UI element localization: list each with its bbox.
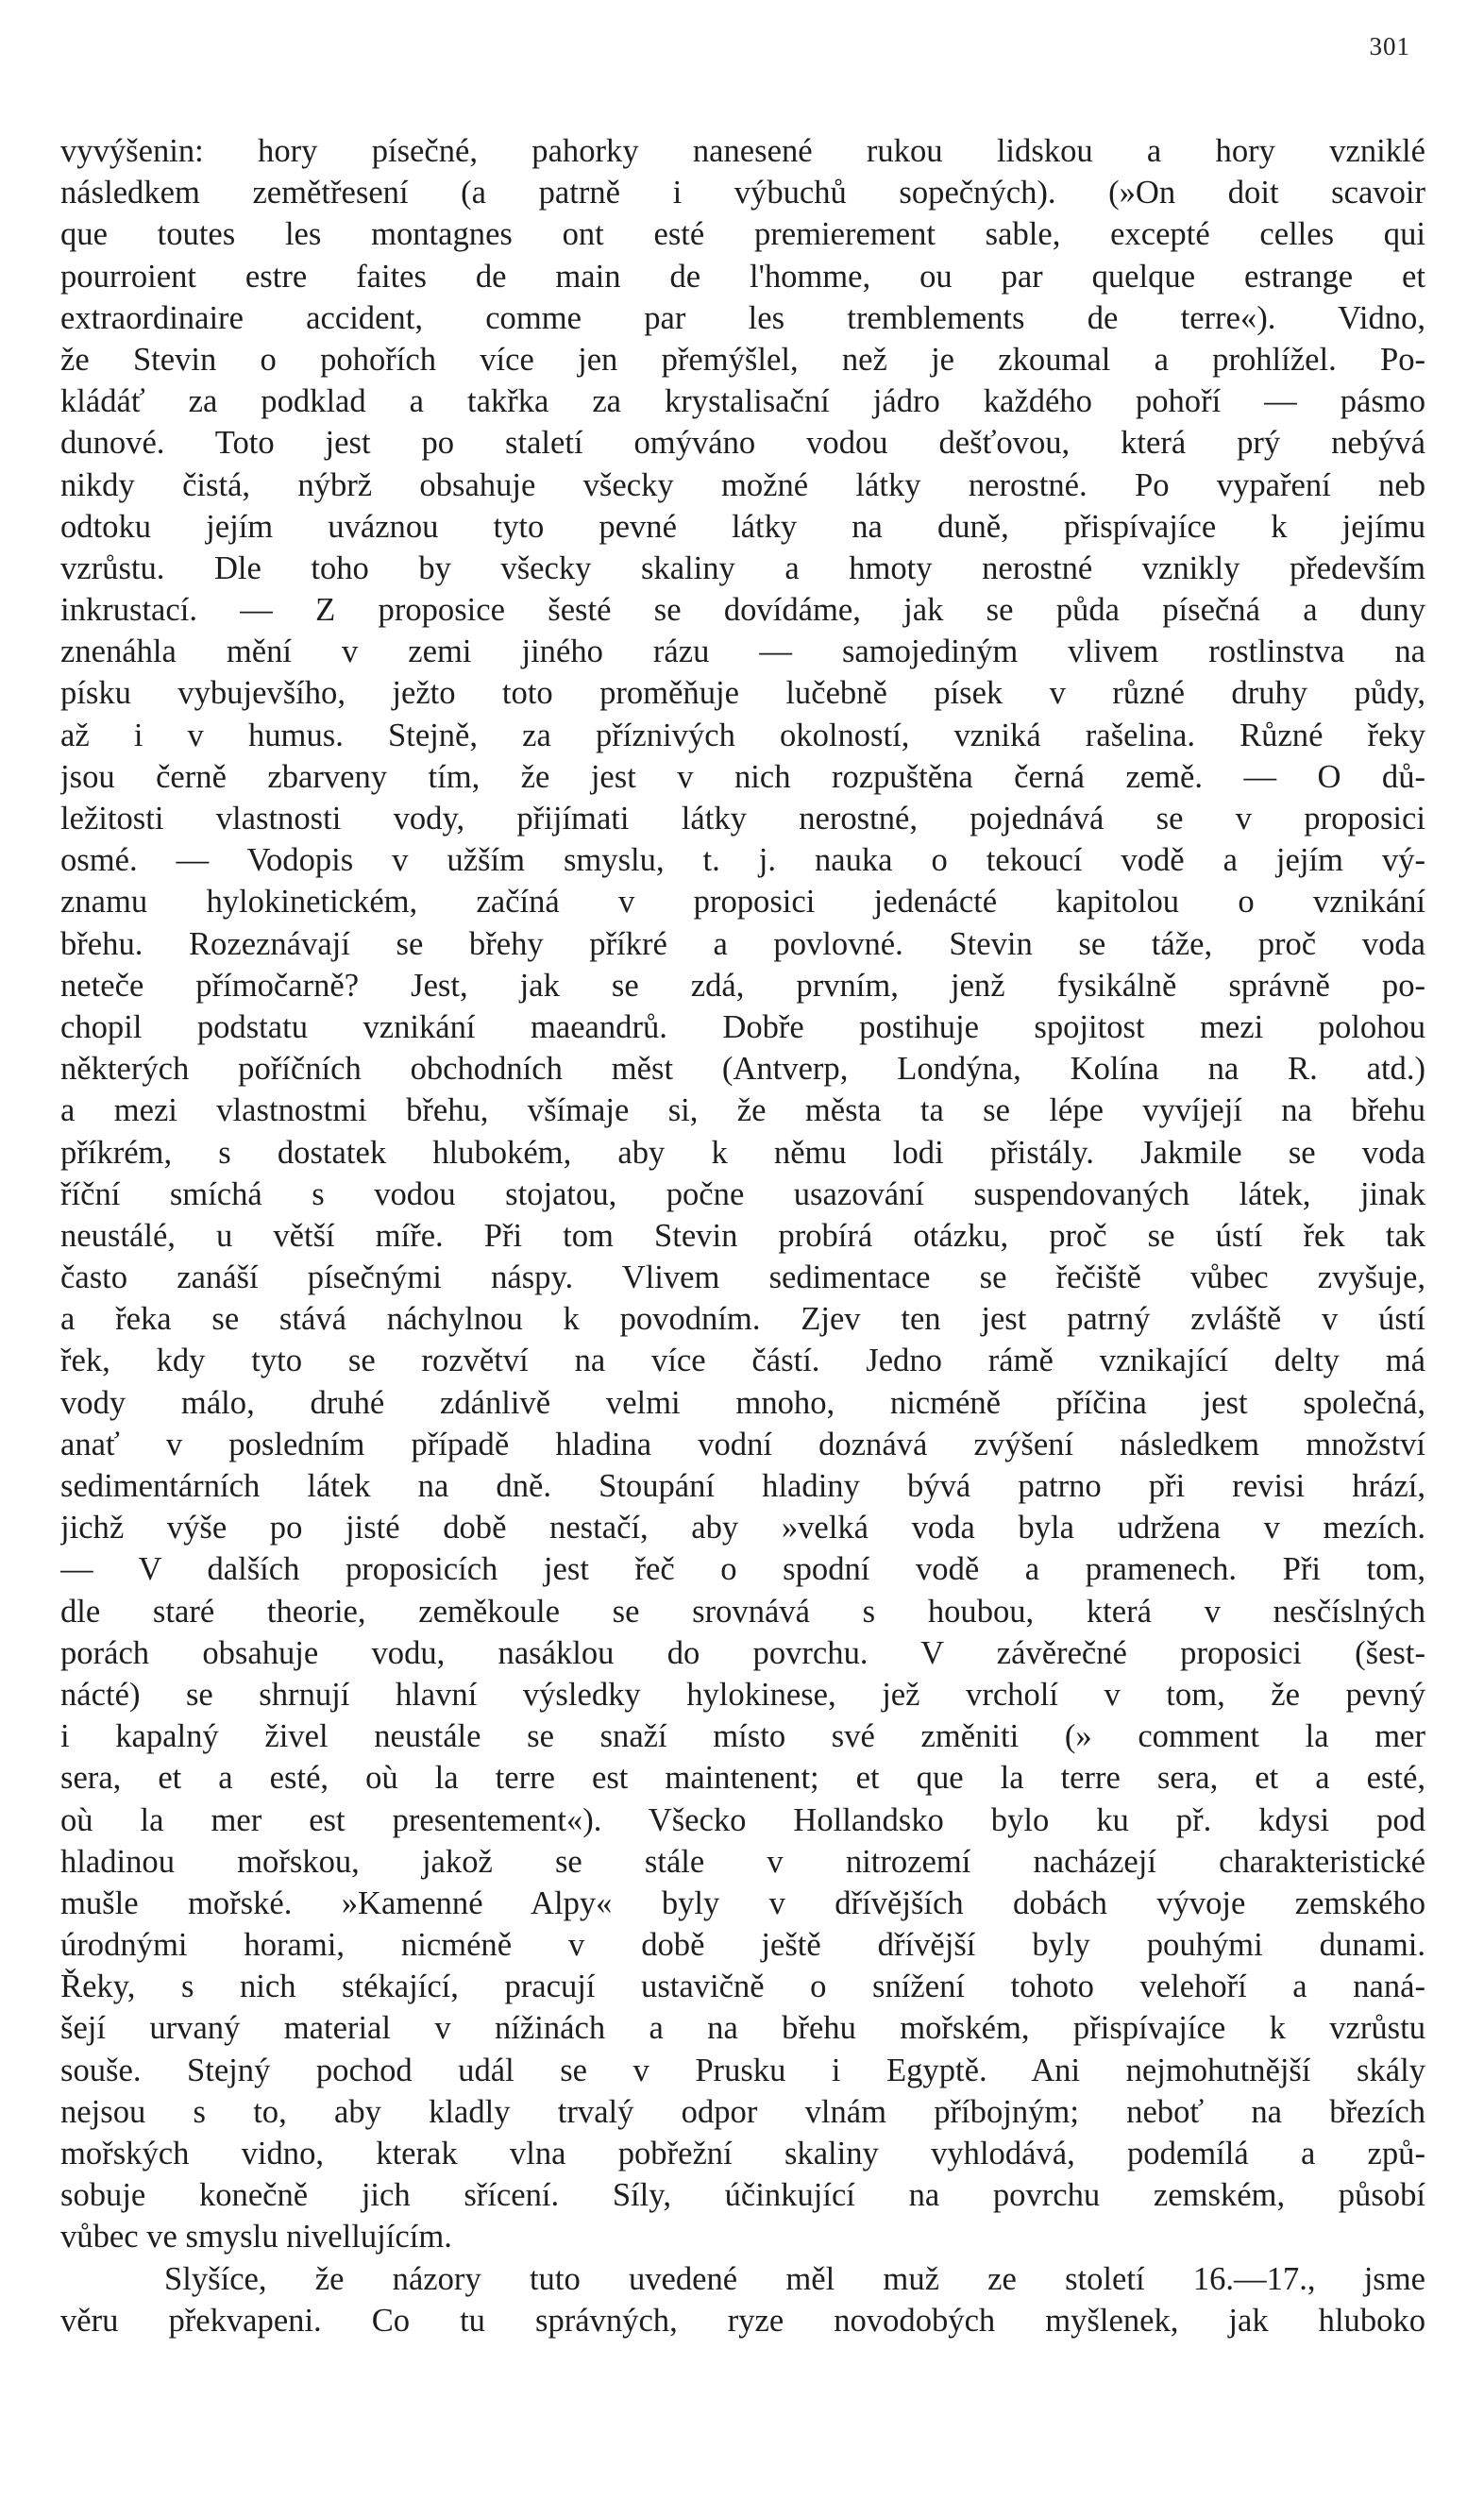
text-line: znamu hylokinetickém, začíná v proposici jedenácté kapitolou o vznikání — [60, 884, 1425, 921]
text-line: mušle mořské. »Kamenné Alpy« byly v dřívějších dobách vývoje zemského — [60, 1884, 1425, 1921]
text-line: inkrustací. — Z proposice šesté se dovídáme, jak se půda písečná a duny — [60, 592, 1425, 629]
text-line: Řeky, s nich stékající, pracují ustavičně o snížení tohoto velehoří a naná- — [60, 1969, 1425, 2005]
text-line: břehu. Rozeznávají se břehy příkré a povlovné. Stevin se táže, proč voda — [60, 925, 1425, 962]
text-line: dle staré theorie, zeměkoule se srovnává s houbou, která v nesčíslných — [60, 1593, 1425, 1630]
text-line: některých poříčních obchodních měst (Antverp, Londýna, Kolína na R. atd.) — [60, 1051, 1425, 1088]
text-line: anať v posledním případě hladina vodní doznává zvýšení následkem množství — [60, 1426, 1425, 1462]
text-line: vyvýšenin: hory písečné, pahorky nanesené rukou lidskou a hory vzniklé — [60, 133, 1425, 169]
text-line: řek, kdy tyto se rozvětví na více částí. Jedno rámě vznikající delty má — [60, 1343, 1425, 1379]
text-line: mořských vidno, kterak vlna pobřežní skaliny vyhlodává, podemílá a způ- — [60, 2136, 1425, 2171]
text-line: úrodnými horami, nicméně v době ještě dřívější byly pouhými dunami. — [60, 1927, 1425, 1964]
text-line: vzrůstu. Dle toho by všecky skaliny a hmoty nerostné vznikly především — [60, 549, 1425, 586]
text-line: hladinou mořskou, jakož se stále v nitrozemí nacházejí charakteristické — [60, 1843, 1425, 1880]
text-line: nácté) se shrnují hlavní výsledky hylokinese, jež vrcholí v tom, že pevný — [60, 1676, 1425, 1713]
text-line: šejí urvaný material v nížinách a na břehu mořském, přispívajíce k vzrůstu — [60, 2010, 1425, 2047]
text-line: porách obsahuje vodu, nasáklou do povrchu. V závěrečné proposici (šest- — [60, 1634, 1425, 1671]
text-line: sedimentárních látek na dně. Stoupání hladiny bývá patrno při revisi hrází, — [60, 1468, 1425, 1504]
text-line: kládáť za podklad a takřka za krystalisační jádro každého pohoří — pásmo — [60, 383, 1425, 420]
text-line: věru překvapeni. Co tu správných, ryze novodobých myšlenek, jak hluboko — [60, 2302, 1425, 2339]
text-line: neteče přímočarně? Jest, jak se zdá, prvním, jenž fysikálně správně po- — [60, 967, 1425, 1004]
text-line: říční smíchá s vodou stojatou, počne usazování suspendovaných látek, jinak — [60, 1175, 1425, 1212]
text-line: — V dalších proposicích jest řeč o spodní vodě a pramenech. Při tom, — [60, 1551, 1425, 1588]
text-line: Slyšíce, že názory tuto uvedené měl muž ze století 16.—17., jsme — [164, 2260, 1425, 2297]
text-line: příkrém, s dostatek hlubokém, aby k němu lodi přistály. Jakmile se voda — [60, 1134, 1425, 1171]
body-text — [60, 130, 1425, 2341]
text-line: neustálé, u větší míře. Při tom Stevin probírá otázku, proč se ústí řek tak — [60, 1217, 1425, 1254]
text-line: chopil podstatu vznikání maeandrů. Dobře postihuje spojitost mezi polohou — [60, 1008, 1425, 1045]
text-line: písku vybujevšího, ježto toto proměňuje lučebně písek v různé druhy půdy, — [60, 675, 1425, 712]
text-line: que toutes les montagnes ont esté premierement sable, excepté celles qui — [60, 216, 1425, 253]
text-line: vůbec ve smyslu nivellujícím. — [60, 2219, 452, 2256]
text-line: pourroient estre faites de main de l'homme, ou par quelque estrange et — [60, 258, 1425, 295]
text-line: ležitosti vlastnosti vody, přijímati látky nerostné, pojednává se v proposici — [60, 801, 1425, 836]
text-line: jichž výše po jisté době nestačí, aby »velká voda byla udržena v mezích. — [60, 1510, 1425, 1546]
text-line: vody málo, druhé zdánlivě velmi mnoho, nicméně příčina jest společná, — [60, 1384, 1425, 1421]
text-line: často zanáší písečnými náspy. Vlivem sedimentace se řečiště vůbec zvyšuje, — [60, 1259, 1425, 1296]
text-line: následkem zemětřesení (a patrně i výbuchů sopečných). (»On doit scavoir — [60, 175, 1425, 211]
text-line: znenáhla mění v zemi jiného rázu — samojediným vlivem rostlinstva na — [60, 634, 1425, 670]
text-line: nejsou s to, aby kladly trvalý odpor vlnám příbojným; neboť na březích — [60, 2093, 1425, 2130]
text-line: a řeka se stává náchylnou k povodním. Zjev ten jest patrný zvláště v ústí — [60, 1301, 1425, 1338]
text-line: extraordinaire accident, comme par les tremblements de terre«). Vidno, — [60, 299, 1425, 336]
page-number: 301 — [1369, 32, 1410, 60]
text-line: jsou černě zbarveny tím, že jest v nich rozpuštěna černá země. — O dů- — [60, 758, 1425, 795]
text-line: až i v humus. Stejně, za příznivých okolností, vzniká rašelina. Různé řeky — [60, 717, 1425, 753]
text-line: osmé. — Vodopis v užším smyslu, t. j. nauka o tekoucí vodě a jejím vý- — [60, 842, 1425, 879]
text-line: že Stevin o pohořích více jen přemýšlel, než je zkoumal a prohlížel. Po- — [60, 341, 1425, 378]
text-line: sera, et a esté, où la terre est maintenent; et que la terre sera, et a esté, — [60, 1760, 1425, 1797]
text-line: souše. Stejný pochod udál se v Prusku i Egyptě. Ani nejmohutnější skály — [60, 2052, 1425, 2088]
text-line: où la mer est presentement«). Všecko Hollandsko bylo ku př. kdysi pod — [60, 1801, 1425, 1838]
text-line: i kapalný živel neustále se snaží místo své změniti (» comment la mer — [60, 1718, 1425, 1755]
text-line: odtoku jejím uváznou tyto pevné látky na duně, přispívajíce k jejímu — [60, 508, 1425, 545]
text-line: sobuje konečně jich sřícení. Síly, účinkující na povrchu zemském, působí — [60, 2177, 1425, 2214]
text-line: nikdy čistá, nýbrž obsahuje všecky možné látky nerostné. Po vypaření neb — [60, 466, 1425, 503]
text-line: a mezi vlastnostmi břehu, všímaje si, že města ta se lépe vyvíjejí na břehu — [60, 1092, 1425, 1129]
text-line: dunové. Toto jest po staletí omýváno vodou dešťovou, která prý nebývá — [60, 425, 1425, 462]
